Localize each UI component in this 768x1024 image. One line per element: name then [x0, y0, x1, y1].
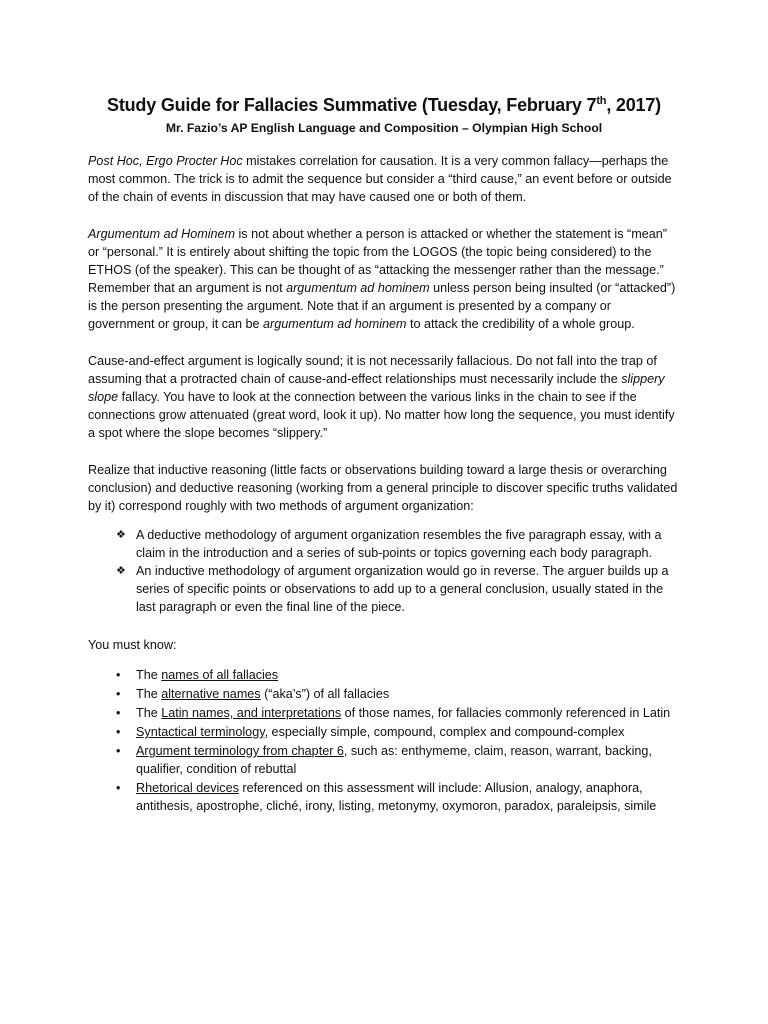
bullet-icon: •: [116, 706, 121, 720]
list-item: ❖ An inductive methodology of argument organization would go in reverse. The arguer builds up a series of specific points or observations to add up to a general conclusion, usually stated in the last paragraph or even the final line of the piece.: [116, 564, 669, 614]
document-title: Study Guide for Fallacies Summative (Tuesday, February 7th, 2017): [107, 95, 661, 115]
list-item: • The Latin names, and interpretations of those names, for fallacies commonly referenced in Latin: [116, 706, 671, 720]
list-item: • Argument terminology from chapter 6, such as: enthymeme, claim, reason, warrant, backing, qualifier, condition of rebuttal: [116, 744, 652, 776]
list-item: • The alternative names (“aka’s”) of all fallacies: [116, 687, 390, 701]
methods-list: [88, 526, 680, 616]
list-item: • The names of all fallacies: [116, 668, 279, 682]
term-post-hoc: Post Hoc, Ergo Procter Hoc: [88, 154, 243, 168]
bullet-icon: •: [116, 781, 121, 795]
must-know-heading: You must know:: [88, 638, 177, 652]
must-know-list: [88, 666, 680, 815]
term-slippery-slope: slippery slope: [88, 372, 665, 404]
paragraph-post-hoc: Post Hoc, Ergo Procter Hoc mistakes correlation for causation. It is a very common fallacy—perhaps the most common. The trick is to admit the sequence but consider a “third cause,” an event before or outside of the chain of events in discussion that may have caused one or both of them.: [88, 154, 672, 204]
bullet-icon: •: [116, 725, 121, 739]
paragraph-cause-effect: Cause-and-effect argument is logically sound; it is not necessarily fallacious. Do not fall into the trap of assuming that a protracted chain of cause-and-effect relationships must necessarily include the slippery slope fallacy. You have to look at the connection between the various links in the chain to see if the connections grow attenuated (great word, look it up). No matter how long the sequence, you must identify a spot where the slope becomes “slippery.”: [88, 354, 675, 440]
list-item: • Syntactical terminology, especially simple, compound, complex and compound-complex: [116, 725, 625, 739]
bullet-icon: •: [116, 744, 121, 758]
bullet-icon: •: [116, 687, 121, 701]
paragraph-ad-hominem: Argumentum ad Hominem is not about whether a person is attacked or whether the statement is “mean” or “personal.” It is entirely about shifting the topic from the LOGOS (the topic being considered) to the ETHOS (of the speaker). This can be thought of as “attacking the messenger rather than the message.” Remember that an argument is not argumentum ad hominem unless person being insulted (or “attacked”) is the person presenting the argument. Note that if an argument is presented by a company or government or group, it can be argumentum ad hominem to attack the credibility of a whole group.: [88, 227, 676, 331]
term-ad-hominem: Argumentum ad Hominem: [88, 227, 235, 241]
document-subtitle: Mr. Fazio’s AP English Language and Composition – Olympian High School: [165, 121, 603, 135]
list-item: • Rhetorical devices referenced on this assessment will include: Allusion, analogy, anaphora, antithesis, apostrophe, cliché, irony, listing, metonymy, oxymoron, paradox, paraleipsis, simile: [116, 781, 657, 813]
diamond-bullet-icon: ❖: [116, 529, 126, 541]
diamond-bullet-icon: ❖: [116, 565, 126, 577]
bullet-icon: •: [116, 668, 121, 682]
list-item: ❖ A deductive methodology of argument organization resembles the five paragraph essay, with a claim in the introduction and a series of sub-points or topics governing each body paragraph.: [116, 528, 662, 560]
paragraph-reasoning: Realize that inductive reasoning (little facts or observations building toward a large thesis or overarching conclusion) and deductive reasoning (working from a general principle to discover specific truths validated by it) correspond roughly with two methods of argument organization:: [88, 463, 678, 513]
